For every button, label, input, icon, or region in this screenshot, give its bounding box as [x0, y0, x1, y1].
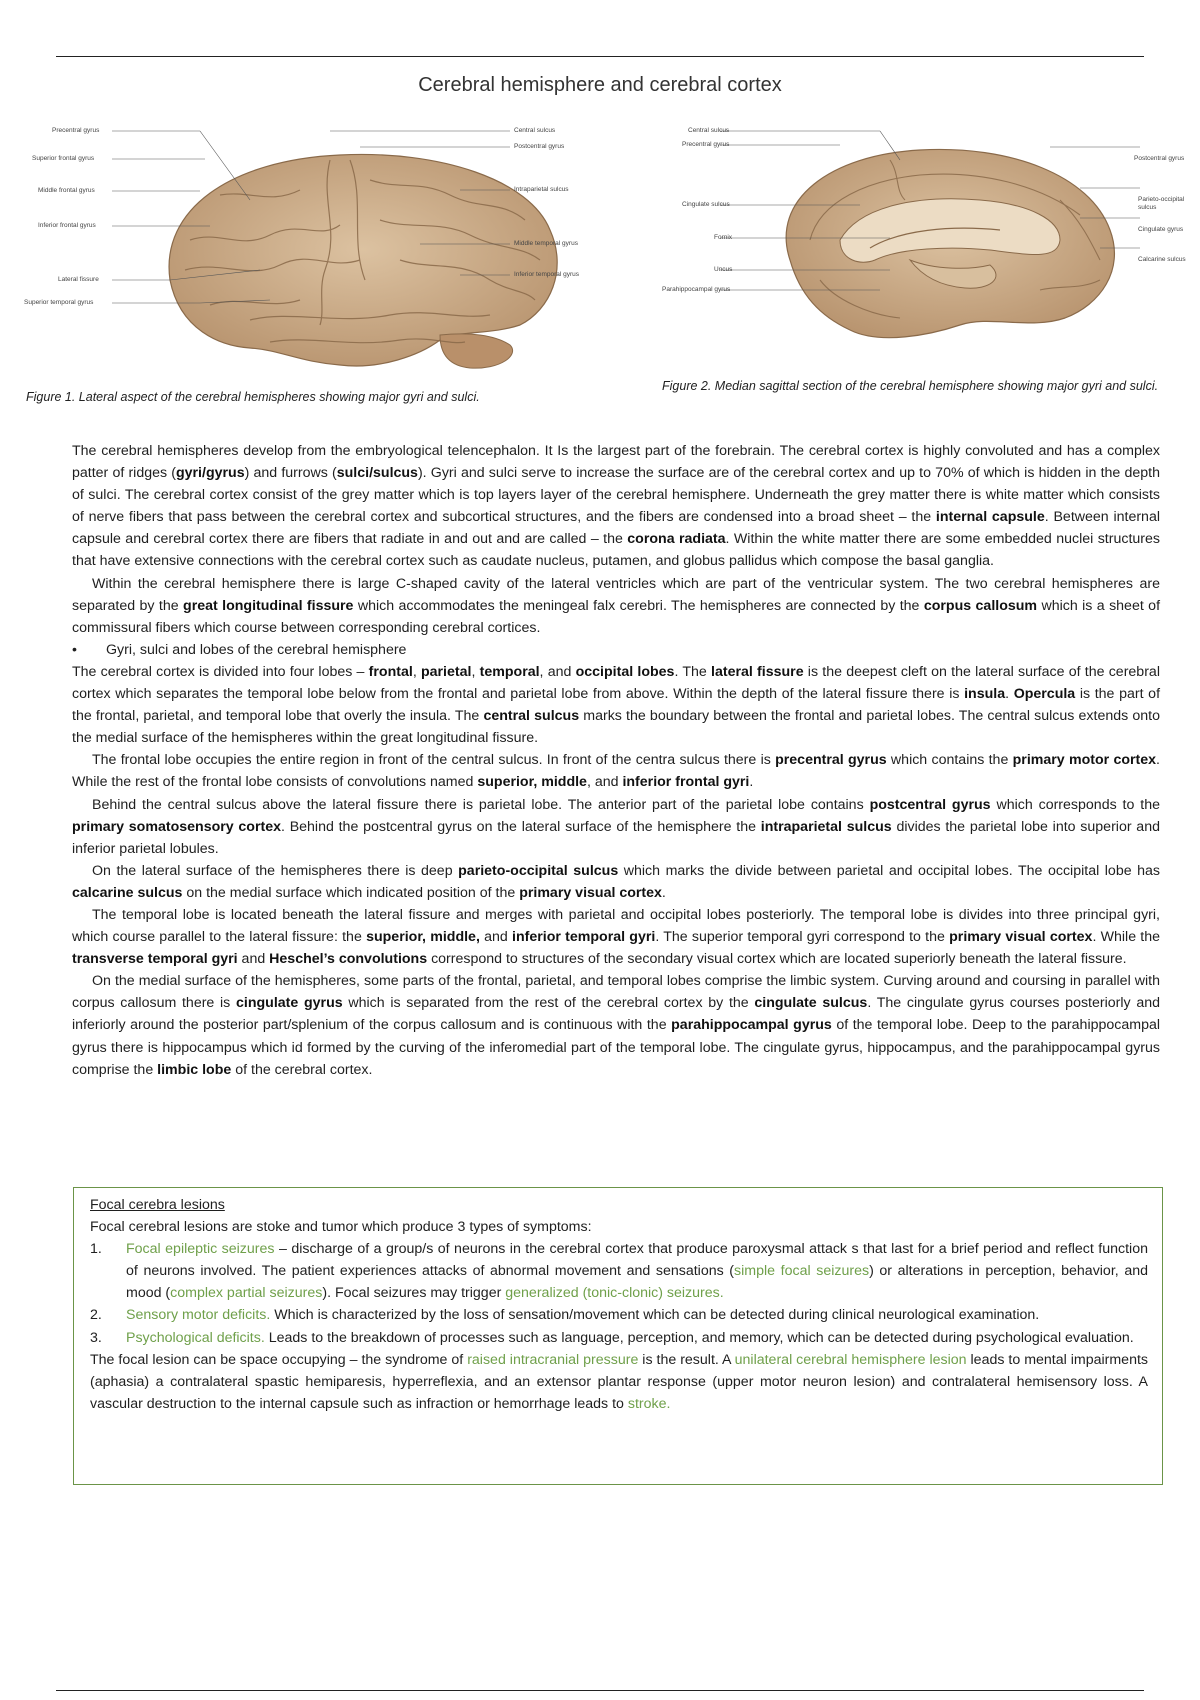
paragraph-3	[72, 661, 1160, 749]
bullet: •	[72, 641, 77, 658]
bold-term: postcentral gyrus	[869, 796, 991, 813]
highlight-term: complex partial seizures	[170, 1285, 323, 1302]
highlight-term: simple focal seizures	[734, 1263, 870, 1280]
fig2-label-7: Parieto-occipital sulcus	[1138, 196, 1185, 211]
figure-2-caption: Figure 2. Median sagittal section of the cerebral hemisphere showing major gyri and sulci.	[662, 379, 1159, 393]
symptom-item-3	[90, 1327, 1148, 1349]
main-text	[72, 440, 1160, 1081]
fig1-label-3: Inferior frontal gyrus	[38, 222, 96, 229]
fig2-label-8: Cingulate gyrus	[1138, 226, 1184, 233]
fig1-label-7: Postcentral gyrus	[514, 143, 565, 150]
highlight-term: Psychological deficits.	[126, 1329, 265, 1346]
bold-term: corpus callosum	[923, 597, 1038, 614]
fig1-label-1: Superior frontal gyrus	[32, 155, 95, 162]
item-number: 2.	[90, 1307, 102, 1324]
lateral-brain-illustration	[20, 120, 640, 380]
text-run: of the temporal lobe. Deep to the parahippocampal gyrus there is hippocampus which id formed by the curving of the inferomedial part of the temporal lobe. The cingulate gyrus, hippocampus, and the parahippocampal gyrus comprise the	[72, 1017, 1160, 1078]
section-heading: Gyri, sulci and lobes of the cerebral hemisphere	[106, 641, 407, 658]
text-run: .	[749, 774, 754, 791]
text-run: ,	[412, 663, 421, 680]
focal-lesions-box	[73, 1187, 1163, 1485]
fig2-label-6: Postcentral gyrus	[1134, 155, 1185, 162]
bold-term: insula	[964, 686, 1006, 703]
fig1-label-5: Superior temporal gyrus	[24, 299, 94, 306]
text-run: , and	[586, 774, 623, 791]
text-run: marks the boundary between the frontal and parietal lobes. The central sulcus extends onto the medial surface of the hemispheres within the great longitudinal fissure.	[72, 708, 1160, 747]
bold-term: internal capsule	[935, 509, 1045, 526]
bold-term: occipital lobes	[575, 663, 675, 680]
figure-2	[660, 120, 1190, 360]
bold-term: primary visual cortex	[949, 929, 1093, 946]
bold-term: limbic lobe	[157, 1061, 232, 1078]
text-run: The temporal lobe is located beneath the lateral fissure and merges with parietal and occipital lobes posteriorly. The temporal lobe is divides into three principal gyri, which course parallel to the lateral fissure: the	[72, 906, 1160, 946]
text-run: Within the cerebral hemisphere there is large C-shaped cavity of the lateral ventricles which are part of the ventricular system. The two cerebral hemispheres are separated by the	[72, 575, 1160, 614]
bold-term: gyri/gyrus	[175, 465, 245, 482]
paragraph-5	[72, 794, 1160, 860]
item-text	[126, 1238, 1148, 1304]
bold-term: precentral gyrus	[775, 752, 887, 769]
text-run: and	[237, 951, 270, 968]
bold-term: primary somatosensory cortex	[72, 818, 281, 835]
text-run: ). Focal seizures may trigger	[322, 1285, 506, 1302]
sagittal-brain-illustration	[660, 120, 1190, 360]
paragraph-6	[72, 860, 1160, 904]
text-run: is the deepest cleft on the lateral surface of the cerebral cortex which separates the temporal lobe below from the frontal and parietal lobe from above. Within the depth of the lateral fissure there is	[72, 663, 1160, 703]
highlight-term: raised intracranial pressure	[467, 1351, 639, 1368]
text-run: of the cerebral cortex.	[231, 1061, 373, 1078]
text-run: is the result. A	[638, 1351, 735, 1368]
fig2-label-4: Uncus	[714, 266, 733, 273]
bold-term: primary visual cortex	[519, 884, 662, 901]
fig1-label-2: Middle frontal gyrus	[38, 187, 95, 194]
bold-term: parietal	[420, 663, 472, 680]
text-run: ). Gyri and sulci serve to increase the surface are of the cerebral cortex and up to 70% of which is hidden in the depth of sulci. The cerebral cortex consist of the grey matter which is top layers layer of the cerebral hemisphere. Underneath the grey matter there is white matter which consists of nerve fibers that pass between the cerebral cortex and subcortical structures, and the fibers are condensed into a broad sheet – the	[72, 465, 1160, 526]
fig2-label-3: Fornix	[714, 234, 733, 241]
symptom-item-1	[90, 1238, 1148, 1304]
text-run: The frontal lobe occupies the entire region in front of the central sulcus. In front of the centra sulcus there is	[92, 752, 776, 769]
bold-term: superior, middle	[477, 774, 587, 791]
bold-term: central sulcus	[483, 708, 580, 725]
bold-term: great longitudinal fissure	[183, 597, 354, 614]
paragraph-8	[72, 970, 1160, 1080]
bold-term: intraparietal sulcus	[760, 818, 892, 835]
fig1-label-0: Precentral gyrus	[52, 127, 100, 134]
paragraph-2	[72, 573, 1160, 639]
bold-term: calcarine sulcus	[72, 884, 183, 901]
bold-term: Heschel’s convolutions	[269, 951, 428, 968]
fig1-label-9: Middle temporal gyrus	[514, 240, 578, 247]
bold-term: parieto-occipital sulcus	[458, 862, 619, 879]
section-heading-row	[72, 639, 1160, 661]
fig1-label-8: Intraparietal sulcus	[514, 186, 569, 193]
highlight-term: generalized (tonic-clonic) seizures.	[505, 1285, 724, 1302]
text-run: .	[1005, 686, 1014, 703]
bold-term: sulci/sulcus	[336, 465, 418, 482]
fig1-label-4: Lateral fissure	[58, 276, 99, 283]
text-run: which is a sheet of commissural fibers which course between corresponding cerebral cortices.	[72, 597, 1161, 636]
text-run: Which is characterized by the loss of sensation/movement which can be detected during clinical neurological examination.	[270, 1307, 1040, 1324]
text-run: . The superior temporal gyri correspond to the	[655, 929, 950, 946]
text-run: The focal lesion can be space occupying – the syndrome of	[90, 1351, 468, 1368]
text-run: ) or alterations in perception, behavior, and mood (	[126, 1263, 1148, 1302]
bold-term: lateral fissure	[711, 663, 804, 680]
fig2-label-0: Central sulcus	[688, 127, 730, 134]
symptom-item-2	[90, 1304, 1148, 1326]
text-run: The cerebral cortex is divided into four lobes –	[72, 663, 369, 680]
fig2-label-2: Cingulate sulcus	[682, 201, 730, 208]
bold-term: cingulate sulcus	[754, 995, 868, 1012]
paragraph-4	[72, 749, 1160, 793]
text-run: which accommodates the meningeal falx cerebri. The hemispheres are connected by the	[353, 597, 924, 614]
fig1-label-6: Central sulcus	[514, 127, 556, 134]
item-text	[126, 1327, 1148, 1349]
text-run: and	[479, 929, 513, 946]
bold-term: corona radiata	[627, 531, 726, 548]
paragraph-7	[72, 904, 1160, 970]
bold-term: Opercula	[1013, 686, 1076, 703]
paragraph-1	[72, 440, 1160, 573]
text-run: . The cingulate gyrus courses posteriorly and inferiorly around the posterior part/splenium of the corpus callosum and is continuous with the	[72, 995, 1161, 1034]
text-run: The cerebral hemispheres develop from the embryological telencephalon. It Is the largest part of the forebrain. The cerebral cortex is highly convoluted and has a complex patter of ridges (	[72, 443, 1160, 482]
figure-1-caption: Figure 1. Lateral aspect of the cerebral hemispheres showing major gyri and sulci.	[26, 390, 480, 404]
text-run: Behind the central sulcus above the lateral fissure there is parietal lobe. The anterior part of the parietal lobe contains	[92, 796, 870, 813]
text-run: . While the rest of the frontal lobe consists of convolutions named	[72, 752, 1160, 791]
box-intro: Focal cerebral lesions are stoke and tumor which produce 3 types of symptoms:	[90, 1219, 592, 1236]
fig2-label-9: Calcarine sulcus	[1138, 256, 1186, 263]
text-run: – discharge of a group/s of neurons in the cerebral cortex that produce paroxysmal attack s that last for a brief period and reflect function of neurons involved. The patient experiences attacks of abnormal movement and sensations (	[126, 1241, 1148, 1280]
bold-term: inferior temporal gyri	[512, 929, 656, 946]
text-run: . While the	[1092, 929, 1161, 946]
bold-term: temporal	[479, 663, 540, 680]
text-run: divides the parietal lobe into superior and inferior parietal lobules.	[72, 818, 1160, 857]
text-run: . Within the white matter there are some embedded nuclei structures that have extensive connections with the cerebral cortex such as caudate nucleus, putamen, and globus pallidus which compose the basal ganglia.	[72, 531, 1160, 570]
top-rule	[56, 56, 1144, 57]
text-run: which corresponds to the	[990, 796, 1160, 813]
bold-term: parahippocampal gyrus	[671, 1017, 832, 1034]
highlight-term: Focal epileptic seizures	[126, 1241, 275, 1258]
bold-term: inferior frontal gyri	[622, 774, 750, 791]
bottom-rule	[56, 1690, 1144, 1691]
text-run: leads to mental impairments (aphasia) a contralateral spastic hemiparesis, hyperreflexia, and an extensor plantar response (upper motor neuron lesion) and contralateral hemisensory loss. A vascular destruction to the internal capsule such as infraction or hemorrhage leads to	[90, 1351, 1148, 1412]
box-heading: Focal cerebra lesions	[90, 1197, 225, 1213]
text-run: is the part of the frontal, parietal, and temporal lobe that overly the insula. The	[72, 686, 1161, 725]
text-run: which is separated from the rest of the cerebral cortex by the	[342, 995, 755, 1012]
box-closing	[90, 1349, 1148, 1415]
text-run: which marks the divide between parietal and occipital lobes. The occipital lobe has	[618, 862, 1161, 879]
page-title: Cerebral hemisphere and cerebral cortex	[418, 74, 782, 96]
symptom-list	[90, 1238, 1148, 1348]
text-run: ) and furrows (	[244, 465, 337, 482]
bold-term: superior, middle,	[366, 929, 480, 946]
text-run: Leads to the breakdown of processes such as language, perception, and memory, which can be detected during psychological evaluation.	[264, 1329, 1134, 1346]
highlight-term: stroke.	[627, 1395, 671, 1412]
fig1-label-10: Inferior temporal gyrus	[514, 271, 580, 278]
text-run: correspond to structures of the secondary visual cortex which are located superiorly beneath the lateral fissure.	[427, 951, 1127, 968]
text-run: . Behind the postcentral gyrus on the lateral surface of the hemisphere the	[281, 818, 761, 835]
text-run: . Between internal capsule and cerebral cortex there are fibers that radiate in and out and are called – the	[72, 509, 1160, 548]
text-run: ,	[471, 663, 480, 680]
item-text	[126, 1304, 1148, 1326]
highlight-term: unilateral cerebral hemisphere lesion	[734, 1351, 967, 1368]
item-number: 1.	[90, 1241, 102, 1258]
fig2-label-5: Parahippocampal gyrus	[662, 286, 731, 293]
bold-term: primary motor cortex	[1012, 752, 1157, 769]
text-run: On the medial surface of the hemispheres, some parts of the frontal, parietal, and temporal lobes comprise the limbic system. Curving around and coursing in parallel with corpus callosum there is	[72, 973, 1160, 1012]
text-run: on the medial surface which indicated position of the	[182, 884, 520, 901]
highlight-term: Sensory motor deficits.	[126, 1307, 271, 1324]
fig2-label-1: Precentral gyrus	[682, 141, 730, 148]
text-run: , and	[539, 663, 576, 680]
item-number: 3.	[90, 1329, 102, 1346]
bold-term: cingulate gyrus	[236, 995, 343, 1012]
bold-term: frontal	[368, 663, 413, 680]
text-run: which contains the	[886, 752, 1013, 769]
bold-term: transverse temporal gyri	[72, 951, 238, 968]
text-run: . The	[674, 663, 712, 680]
figure-1	[20, 120, 640, 380]
text-run: .	[661, 884, 666, 901]
text-run: On the lateral surface of the hemispheres there is deep	[92, 862, 459, 879]
